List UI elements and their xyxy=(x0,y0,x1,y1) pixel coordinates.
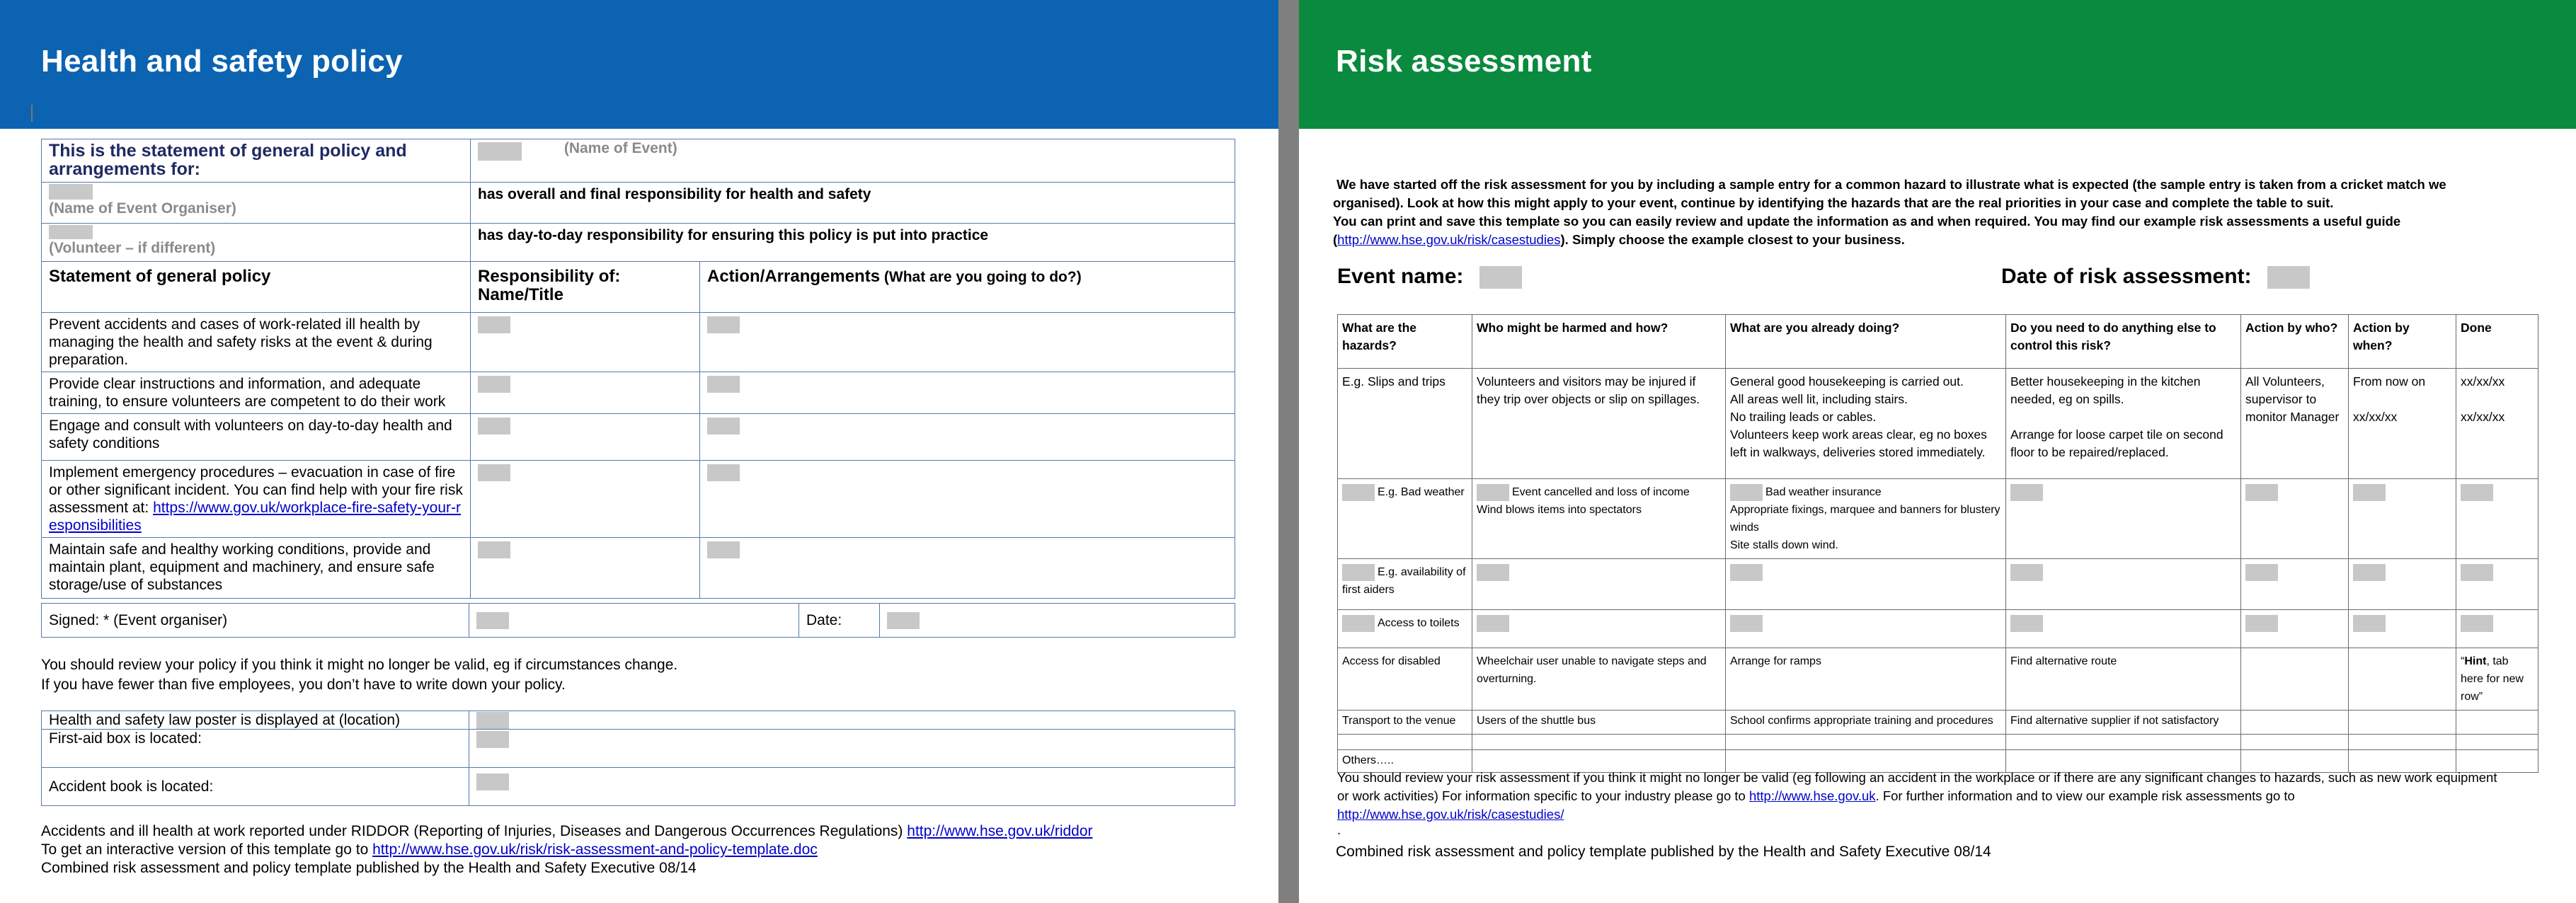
review-policy-text: You should review your policy if you think it might no longer be valid, eg if circumstances change. If you have fewer than five employees, you don’t have to write down your policy. xyxy=(41,657,678,693)
policy-row: Implement emergency procedures – evacuation in case of fire or other significant incident. You can find help with your fire risk assessment at: https://www.gov.uk/workplace-fire-safety-your-responsibilities xyxy=(42,461,471,538)
event-name-field[interactable] xyxy=(1479,266,1522,289)
poster-label-cell: Health and safety law poster is displayed at (location) xyxy=(42,711,469,730)
organiser-field[interactable] xyxy=(49,184,93,200)
firstaid-label-cell: First-aid box is located: xyxy=(42,730,469,768)
date-field[interactable] xyxy=(880,604,1235,638)
policy-title: Health and safety policy xyxy=(41,44,403,79)
table-row xyxy=(1338,735,2538,750)
responsibility-field[interactable] xyxy=(471,372,700,414)
policy-row: Maintain safe and healthy working conditions, provide and maintain plant, equipment and machinery, and ensure safe storage/use of substances xyxy=(42,538,471,599)
casestudies-link-2[interactable]: http://www.hse.gov.uk/risk/casestudies/ xyxy=(1337,807,1564,822)
policy-banner xyxy=(0,0,1278,129)
signed-field[interactable] xyxy=(469,604,799,638)
signed-table xyxy=(41,603,1235,638)
signed-label-cell: Signed: * (Event organiser) xyxy=(42,604,469,638)
volunteer-cell[interactable] xyxy=(42,224,471,262)
volunteer-responsibility-cell xyxy=(471,224,1235,262)
hdr-already-doing: What are you already doing? xyxy=(1726,315,2006,369)
col-resp-header: Responsibility of: Name/Title xyxy=(471,262,700,313)
policy-row: Prevent accidents and cases of work-related ill health by managing the health and safety risks at the event & during preparation. xyxy=(42,313,471,372)
volunteer-label: (Volunteer – if different) xyxy=(49,240,216,256)
organiser-responsibility-cell xyxy=(471,183,1235,224)
organiser-label: (Name of Event Organiser) xyxy=(49,200,236,217)
table-row: E.g. availability of first aiders xyxy=(1338,559,2538,610)
action-field[interactable] xyxy=(700,538,1235,599)
action-field[interactable] xyxy=(700,461,1235,538)
action-field[interactable] xyxy=(700,372,1235,414)
hse-link[interactable]: http://www.hse.gov.uk xyxy=(1748,788,1876,803)
event-name-label: (Name of Event) xyxy=(563,140,677,156)
firstaid-location-field[interactable] xyxy=(469,730,1235,768)
policy-row: Engage and consult with volunteers on day-to-day health and safety conditions xyxy=(42,414,471,461)
col-action-header: Action/Arrangements (What are you going to do?) xyxy=(700,262,1235,313)
hdr-action-when: Action by when? xyxy=(2349,315,2456,369)
hdr-anything-else: Do you need to do anything else to control this risk? xyxy=(2006,315,2241,369)
volunteer-responsibility-text: has day-to-day responsibility for ensuring this policy is put into practice xyxy=(478,227,989,243)
responsibility-field[interactable] xyxy=(471,538,700,599)
risk-table xyxy=(1337,314,2538,773)
risk-intro: We have started off the risk assessment for you by including a sample entry for a common hazard to illustrate what is expected (the sample entry is taken from a cricket match we organised). Look at how this might apply to your event, continue by identifying the hazards that are the real priorities in your case and complete the table to suit. You can print and save this template so you can easily review and update the information as and when required. You may find our example risk assessments a useful guide (http://www.hse.gov.uk/risk/casestudies). Simply choose the example closest to your business. xyxy=(1333,177,2446,247)
health-safety-policy-page xyxy=(0,0,1278,903)
table-row: E.g. Bad weather Event cancelled and loss of income Wind blows items into spectators Bad weather insurance Appropriate fixings, marquee and banners for blustery winds Site stalls down wind. xyxy=(1338,479,2538,559)
risk-title: Risk assessment xyxy=(1336,44,1592,79)
date-label-cell: Date: xyxy=(799,604,880,638)
poster-location-field[interactable] xyxy=(469,711,1235,730)
organiser-responsibility-text: has overall and final responsibility for health and safety xyxy=(478,186,871,202)
riddor-link[interactable]: http://www.hse.gov.uk/riddor xyxy=(907,823,1093,839)
table-row: Access for disabled Wheelchair user unable to navigate steps and overturning. Arrange for ramps Find alternative route “Hint, tab here for new row” xyxy=(1338,648,2538,711)
event-name-row xyxy=(1337,265,1522,289)
policy-statement-table xyxy=(41,139,1235,599)
action-field[interactable] xyxy=(700,414,1235,461)
table-row: E.g. Slips and trips Volunteers and visitors may be injured if they trip over objects or slip on spillages. General good housekeeping is carried out. All areas well lit, including stairs. No trailing leads or cables. Volunteers keep work areas clear, eg no boxes left in walkways, deliveries stored immediately. Better housekeeping in the kitchen needed, eg on spills. Arrange for loose carpet tile on second floor to be repaired/replaced. All Volunteers, supervisor to monitor Manager From now on xx/xx/xx xx/xx/xx xx/xx/xx xyxy=(1338,369,2538,479)
risk-assessment-page xyxy=(1299,0,2576,903)
text-cursor xyxy=(31,105,33,122)
fire-safety-link[interactable]: https://www.gov.uk/workplace-fire-safety-your-responsibilities xyxy=(49,500,461,534)
responsibility-field[interactable] xyxy=(471,313,700,372)
policy-row: Provide clear instructions and information, and adequate training, to ensure volunteers are competent to do their work xyxy=(42,372,471,414)
casestudies-link[interactable]: http://www.hse.gov.uk/risk/casestudies xyxy=(1337,232,1561,247)
col-policy-header: Statement of general policy xyxy=(42,262,471,313)
table-row: Others….. xyxy=(1338,750,2538,773)
locations-table xyxy=(41,711,1235,806)
responsibility-field[interactable] xyxy=(471,414,700,461)
hdr-hazards: What are the hazards? xyxy=(1338,315,1472,369)
organiser-cell[interactable] xyxy=(42,183,471,224)
statement-heading: This is the statement of general policy and arrangements for: xyxy=(49,141,407,179)
risk-review-text: You should review your risk assessment if you think it might no longer be valid (eg following an accident in the workplace or if there are any significant changes to hazards, such as new work equipment or work activities) For information specific to your industry please go to http://www.hse.gov.uk. For further information and to view our example risk assessments go to http://www.hse.gov.uk/risk/casestudies/ . xyxy=(1337,770,2497,837)
policy-footer: Combined risk assessment and policy template published by the Health and Safety Executive 08/14 xyxy=(41,860,697,876)
event-name-cell[interactable] xyxy=(471,139,1235,183)
risk-date-field[interactable] xyxy=(2267,266,2310,289)
risk-date-label: Date of risk assessment: xyxy=(2001,265,2252,288)
date-row xyxy=(2001,265,2310,289)
statement-heading-cell xyxy=(42,139,471,183)
hdr-who-harmed: Who might be harmed and how? xyxy=(1472,315,1726,369)
hdr-action-who: Action by who? xyxy=(2241,315,2349,369)
event-name-field[interactable] xyxy=(478,142,522,161)
responsibility-field[interactable] xyxy=(471,461,700,538)
table-row: Transport to the venue Users of the shuttle bus School confirms appropriate training and procedures Find alternative supplier if not satisfactory xyxy=(1338,711,2538,735)
accident-location-field[interactable] xyxy=(469,768,1235,806)
risk-footer: Combined risk assessment and policy template published by the Health and Safety Executive 08/14 xyxy=(1336,844,1991,860)
footer-notes: Accidents and ill health at work reported under RIDDOR (Reporting of Injuries, Diseases and Dangerous Occurrences Regulations) http://www.hse.gov.uk/riddor To get an interactive version of this template go to http://www.hse.gov.uk/risk/risk-assessment-and-policy-template.doc Combined risk assessment and policy template published by the Health and Safety Executive 08/14 xyxy=(41,823,1093,876)
hdr-done: Done xyxy=(2456,315,2538,369)
action-field[interactable] xyxy=(700,313,1235,372)
risk-banner xyxy=(1299,0,2576,129)
volunteer-field[interactable] xyxy=(49,225,93,239)
table-row: Access to toilets xyxy=(1338,610,2538,648)
template-link[interactable]: http://www.hse.gov.uk/risk/risk-assessment-and-policy-template.doc xyxy=(372,841,818,858)
event-name-label: Event name: xyxy=(1337,265,1464,288)
accident-label-cell: Accident book is located: xyxy=(42,768,469,806)
